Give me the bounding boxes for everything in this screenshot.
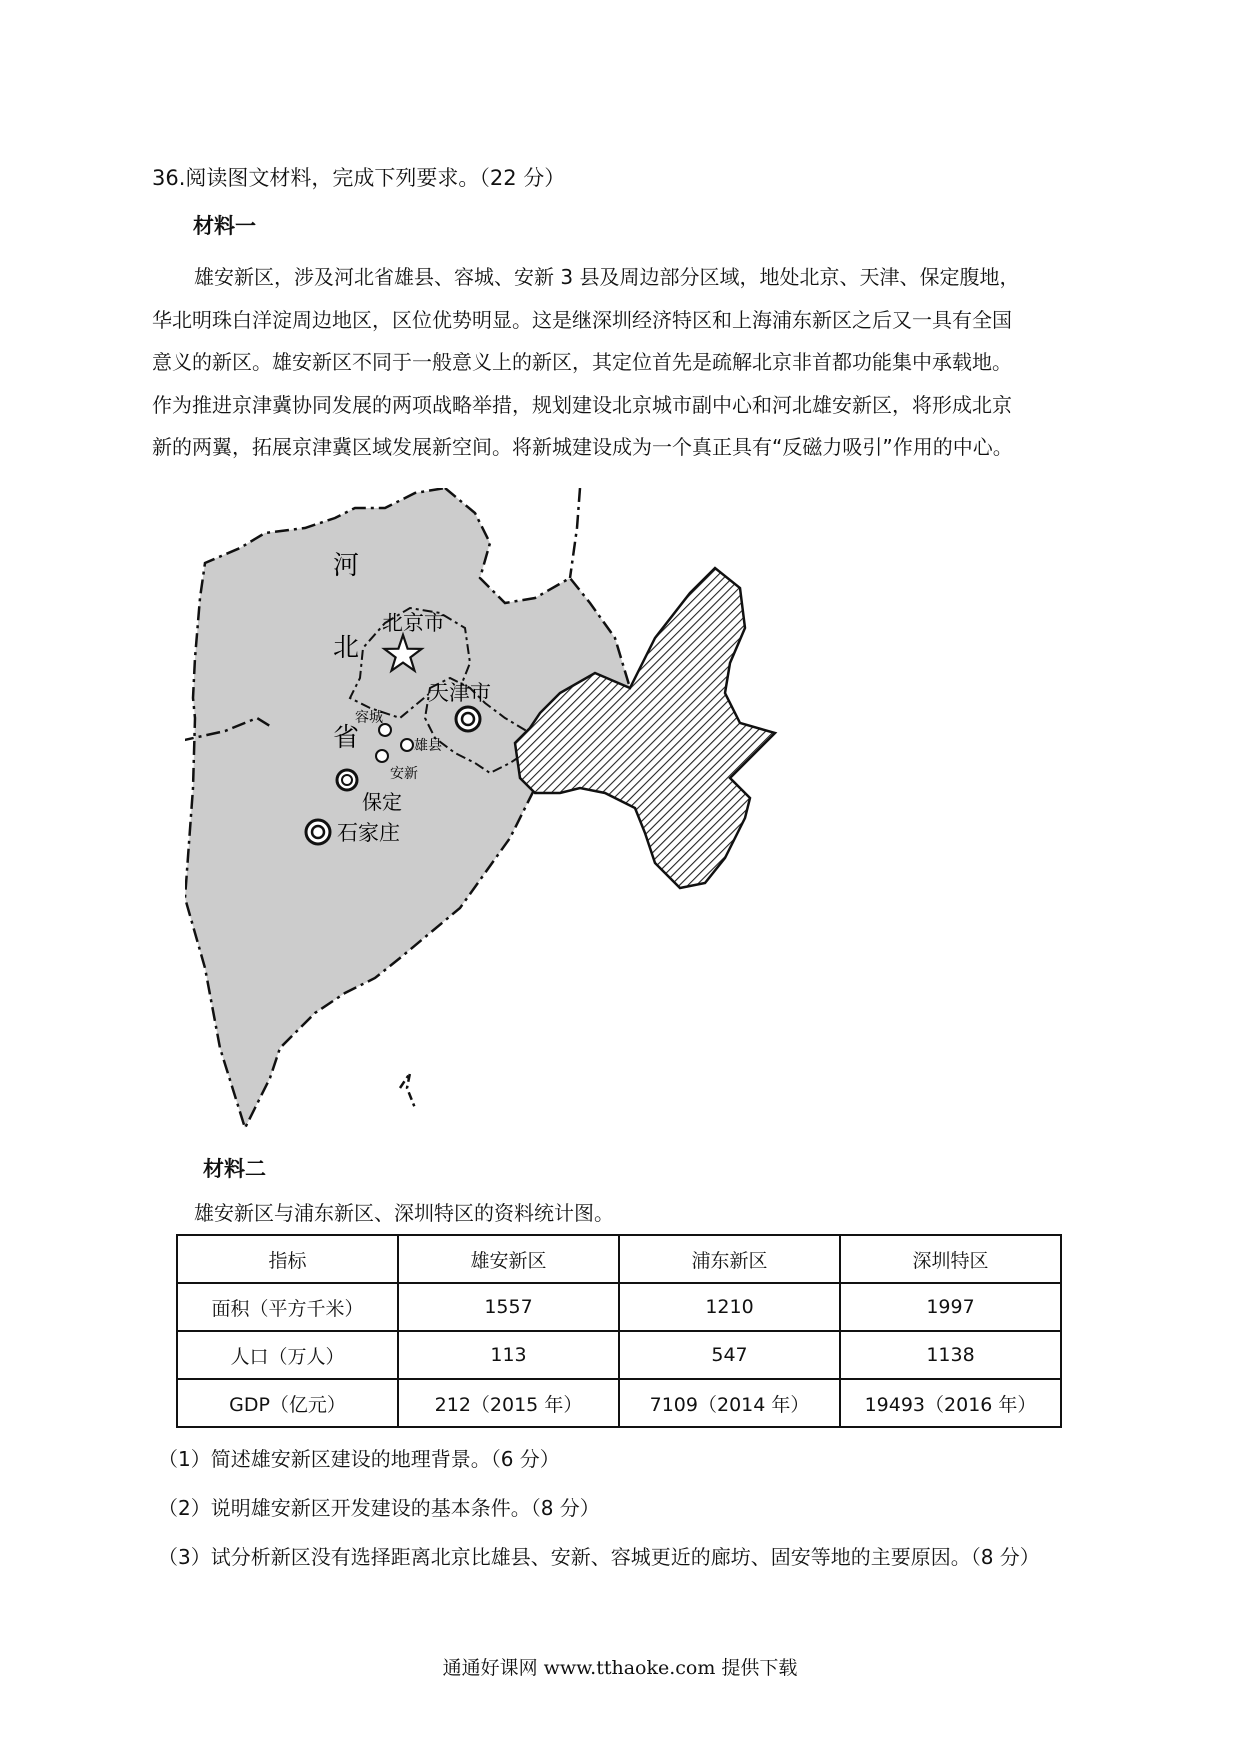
table-caption: 雄安新区与浦东新区、深圳特区的资料统计图。 xyxy=(194,1201,614,1225)
border-line xyxy=(570,488,580,578)
paragraph-line: 作为推进京津冀协同发展的两项战略举措，规划建设北京城市副中心和河北雄安新区，将形成北京 xyxy=(152,392,1012,417)
table-header-row xyxy=(177,1235,1061,1283)
baoding-label: 保定 xyxy=(362,790,402,814)
hebei-province-region xyxy=(185,488,630,1128)
paragraph-line: 雄安新区，涉及河北省雄县、容城、安新 3 县及周边部分区域，地处北京、天津、保定腹地， xyxy=(194,265,1020,289)
border-line xyxy=(400,1073,415,1108)
table-header-cell: 浦东新区 xyxy=(619,1235,840,1283)
statistics-table xyxy=(176,1234,1062,1428)
table-cell: 人口（万人） xyxy=(177,1331,398,1379)
table-cell: 7109（2014 年） xyxy=(619,1379,840,1427)
province-char: 北 xyxy=(333,633,360,663)
beijing-label: 北京市 xyxy=(382,611,445,635)
shijiazhuang-label: 石家庄 xyxy=(337,821,400,845)
anxin-county-icon xyxy=(376,750,388,762)
table-header-cell: 指标 xyxy=(177,1235,398,1283)
table-cell: 212（2015 年） xyxy=(398,1379,619,1427)
table-cell: 面积（平方千米） xyxy=(177,1283,398,1331)
page-footer: 通通好课网 www.tthaoke.com 提供下载 xyxy=(442,1657,798,1679)
paragraph-line: 新的两翼，拓展京津冀区域发展新空间。将新城建设成为一个真正具有“反磁力吸引”作用的中心。 xyxy=(152,435,1013,459)
table-cell: 1210 xyxy=(619,1283,840,1331)
material1-heading: 材料一 xyxy=(193,214,256,238)
hebei-map xyxy=(185,488,835,1148)
table-row xyxy=(177,1283,1061,1331)
table-header-cell: 雄安新区 xyxy=(398,1235,619,1283)
shijiazhuang-city-icon-inner xyxy=(312,826,324,838)
question-3: （3）试分析新区没有选择距离北京比雄县、安新、容城更近的廊坊、固安等地的主要原因。（8 分） xyxy=(158,1545,1040,1569)
province-char: 河 xyxy=(333,551,360,581)
question-title: 36.阅读图文材料，完成下列要求。（22 分） xyxy=(152,166,566,190)
table-cell: 1997 xyxy=(840,1283,1061,1331)
paragraph-line: 华北明珠白洋淀周边地区，区位优势明显。这是继深圳经济特区和上海浦东新区之后又一具有全国 xyxy=(152,307,1012,332)
material1-paragraph xyxy=(152,256,1092,469)
table-cell: 547 xyxy=(619,1331,840,1379)
xiongxian-county-icon xyxy=(401,739,413,751)
baoding-city-icon-inner xyxy=(342,775,352,785)
table-cell: 1557 xyxy=(398,1283,619,1331)
table-cell: 1138 xyxy=(840,1331,1061,1379)
tianjin-city-icon-inner xyxy=(462,713,474,725)
question-2: （2）说明雄安新区开发建设的基本条件。（8 分） xyxy=(158,1496,600,1520)
table-cell: 113 xyxy=(398,1331,619,1379)
table-cell: GDP（亿元） xyxy=(177,1379,398,1427)
paragraph-line: 意义的新区。雄安新区不同于一般意义上的新区，其定位首先是疏解北京非首都功能集中承载地。 xyxy=(152,350,1012,374)
table-cell: 19493（2016 年） xyxy=(840,1379,1061,1427)
anxin-label: 安新 xyxy=(390,766,418,782)
question-1: （1）简述雄安新区建设的地理背景。（6 分） xyxy=(158,1447,560,1471)
xiongxian-label: 雄县 xyxy=(414,738,442,754)
table-row xyxy=(177,1379,1061,1427)
rongcheng-label: 容城 xyxy=(355,710,383,726)
tianjin-label: 天津市 xyxy=(428,681,491,705)
province-char: 省 xyxy=(333,723,360,753)
table-row xyxy=(177,1331,1061,1379)
material2-heading: 材料二 xyxy=(203,1157,266,1181)
table-header-cell: 深圳特区 xyxy=(840,1235,1061,1283)
